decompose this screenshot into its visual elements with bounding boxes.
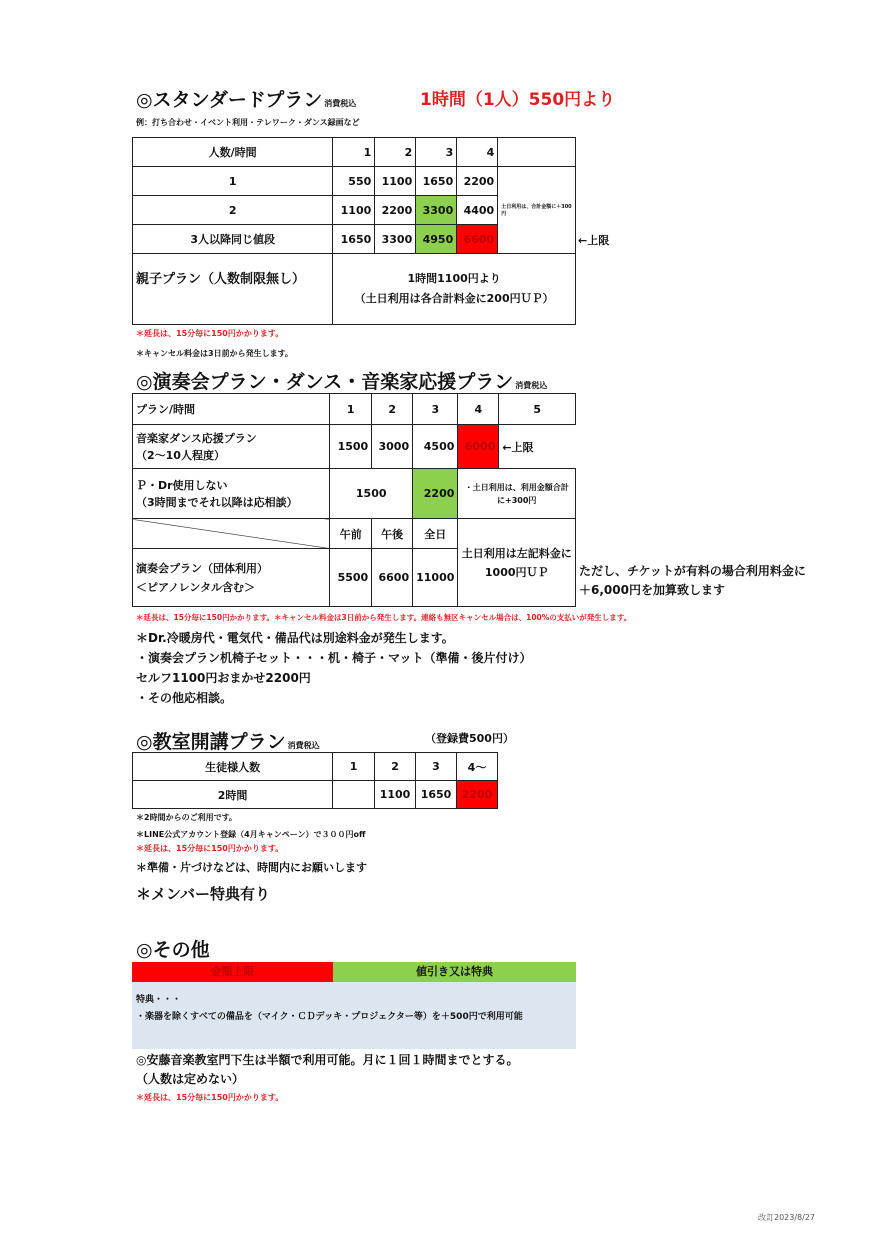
cancel-note: ＊キャンセル料金は3日前から発生します。 bbox=[136, 349, 293, 358]
table-row: 2時間 1100 1650 2200 bbox=[133, 781, 498, 809]
benefit-line: ・楽器を除くすべての備品を（マイク・ＣＤデッキ・プロジェクター等）を＋500円で利用可能 bbox=[136, 1012, 523, 1022]
table-row: 演奏会プラン（団体利用） ＜ピアノレンタル含む＞ 5500 6600 11000 bbox=[133, 549, 576, 607]
limit-arrow-label: ←上限 bbox=[578, 234, 610, 247]
concert-red-note: ＊延長は、15分毎に150円かかります。＊キャンセル料金は3日前から発生します。連絡も無区キャンセル場合は、100%の支払いが発生します。 bbox=[136, 613, 632, 622]
ticket-note: ただし、チケットが有料の場合利用料金に ＋6,000円を加算致します bbox=[579, 564, 806, 597]
other-title: ◎その他 bbox=[136, 939, 210, 961]
concert-notes: ＊Dr.冷暖房代・電気代・備品代は別途料金が発生します。 ・演奏会プラン机椅子セット・・・机・椅子・マット（準備・後片付け） セルフ1100円おまかせ2200円 ・その他応相談。 bbox=[136, 631, 532, 705]
extension-note: ＊延長は、15分毎に150円かかります。 bbox=[136, 329, 284, 338]
standard-plan-headline: 1時間（1人）550円より bbox=[420, 90, 616, 110]
student-note: ◎安藤音楽教室門下生は半額で利用可能。月に１回１時間までとする。 （人数は定めない） bbox=[136, 1053, 519, 1086]
benefit-title: 特典・・・ bbox=[136, 995, 182, 1005]
standard-plan-example: 例：打ち合わせ・イベント利用・テレワーク・ダンス録画など bbox=[136, 118, 360, 127]
member-benefit: ＊メンバー特典有り bbox=[136, 885, 270, 903]
table-row: 音楽家ダンス応援プラン （2〜10人程度） 1500 3000 4500 6000 ←上限 bbox=[133, 425, 576, 469]
classroom-note-2: ＊LINE公式アカウント登録（4月キャンペーン）で３００円off bbox=[136, 830, 366, 839]
table-row: 1 550 1100 1650 2200 土日利用は、合計金額に＋300円 bbox=[133, 167, 576, 196]
other-extension-note: ＊延長は、15分毎に150円かかります。 bbox=[136, 1093, 284, 1102]
legend-red: 金額上限 bbox=[132, 962, 333, 982]
diagonal-cell bbox=[133, 519, 330, 549]
classroom-note-4: ＊準備・片づけなどは、時間内にお願いします bbox=[136, 861, 367, 874]
legend-box bbox=[132, 962, 576, 1049]
concert-price-table: プラン/時間 1 2 3 4 5 音楽家ダンス応援プラン （2〜10人程度） 1500 3000 4500 6000 ←上限 Ｐ・Dr使用しない （3時間までそれ以降は応相談） 1500 2200 ・土日利用は、利用金額合計に+300円 午前 午後 全日 土日利用は左記料金に1000円ＵＰ 演奏会プラン（団体利用） ＜ピアノレンタル含む＞ 5500 6600 11000 bbox=[132, 393, 576, 607]
table-row: Ｐ・Dr使用しない （3時間までそれ以降は応相談） 1500 2200 ・土日利用は、利用金額合計に+300円 bbox=[133, 469, 576, 519]
limit-arrow-label: ←上限 bbox=[502, 440, 534, 454]
classroom-note-1: ＊2時間からのご利用です。 bbox=[136, 813, 237, 822]
header-cell: 人数/時間 bbox=[133, 138, 333, 167]
legend-green: 値引き又は特典 bbox=[333, 962, 576, 982]
family-plan-row: 親子プラン（人数制限無し） 1時間1100円より （土日利用は各合計料金に200円ＵＰ） bbox=[133, 254, 576, 325]
standard-price-table: 人数/時間 1 2 3 4 1 550 1100 1650 2200 土日利用は、合計金額に＋300円 2 1100 2200 3300 4400 3人以降同じ値段 1650 3300 4950 6600 親子プラン（人数制限無し） 1時間1100円より （土日利用は各合計料金に200円ＵＰ） bbox=[132, 137, 576, 325]
classroom-price-table: 生徒様人数 1 2 3 4〜 2時間 1100 1650 2200 bbox=[132, 752, 498, 809]
table-row: 2 1100 2200 3300 4400 bbox=[133, 196, 576, 225]
weekend-note: 土日利用は、合計金額に＋300円 bbox=[498, 167, 576, 254]
classroom-plan-title: ◎教室開講プラン 消費税込 bbox=[136, 731, 320, 753]
concert-plan-title: ◎演奏会プラン・ダンス・音楽家応援プラン 消費税込 bbox=[136, 371, 548, 393]
registration-fee: （登録費500円） bbox=[425, 732, 514, 745]
classroom-note-3: ＊延長は、15分毎に150円かかります。 bbox=[136, 844, 284, 853]
revision-date: 改訂2023/8/27 bbox=[758, 1213, 816, 1222]
table-row: 3人以降同じ値段 1650 3300 4950 6600 bbox=[133, 225, 576, 254]
standard-plan-title: ◎スタンダードプラン 消費税込 bbox=[136, 89, 357, 111]
